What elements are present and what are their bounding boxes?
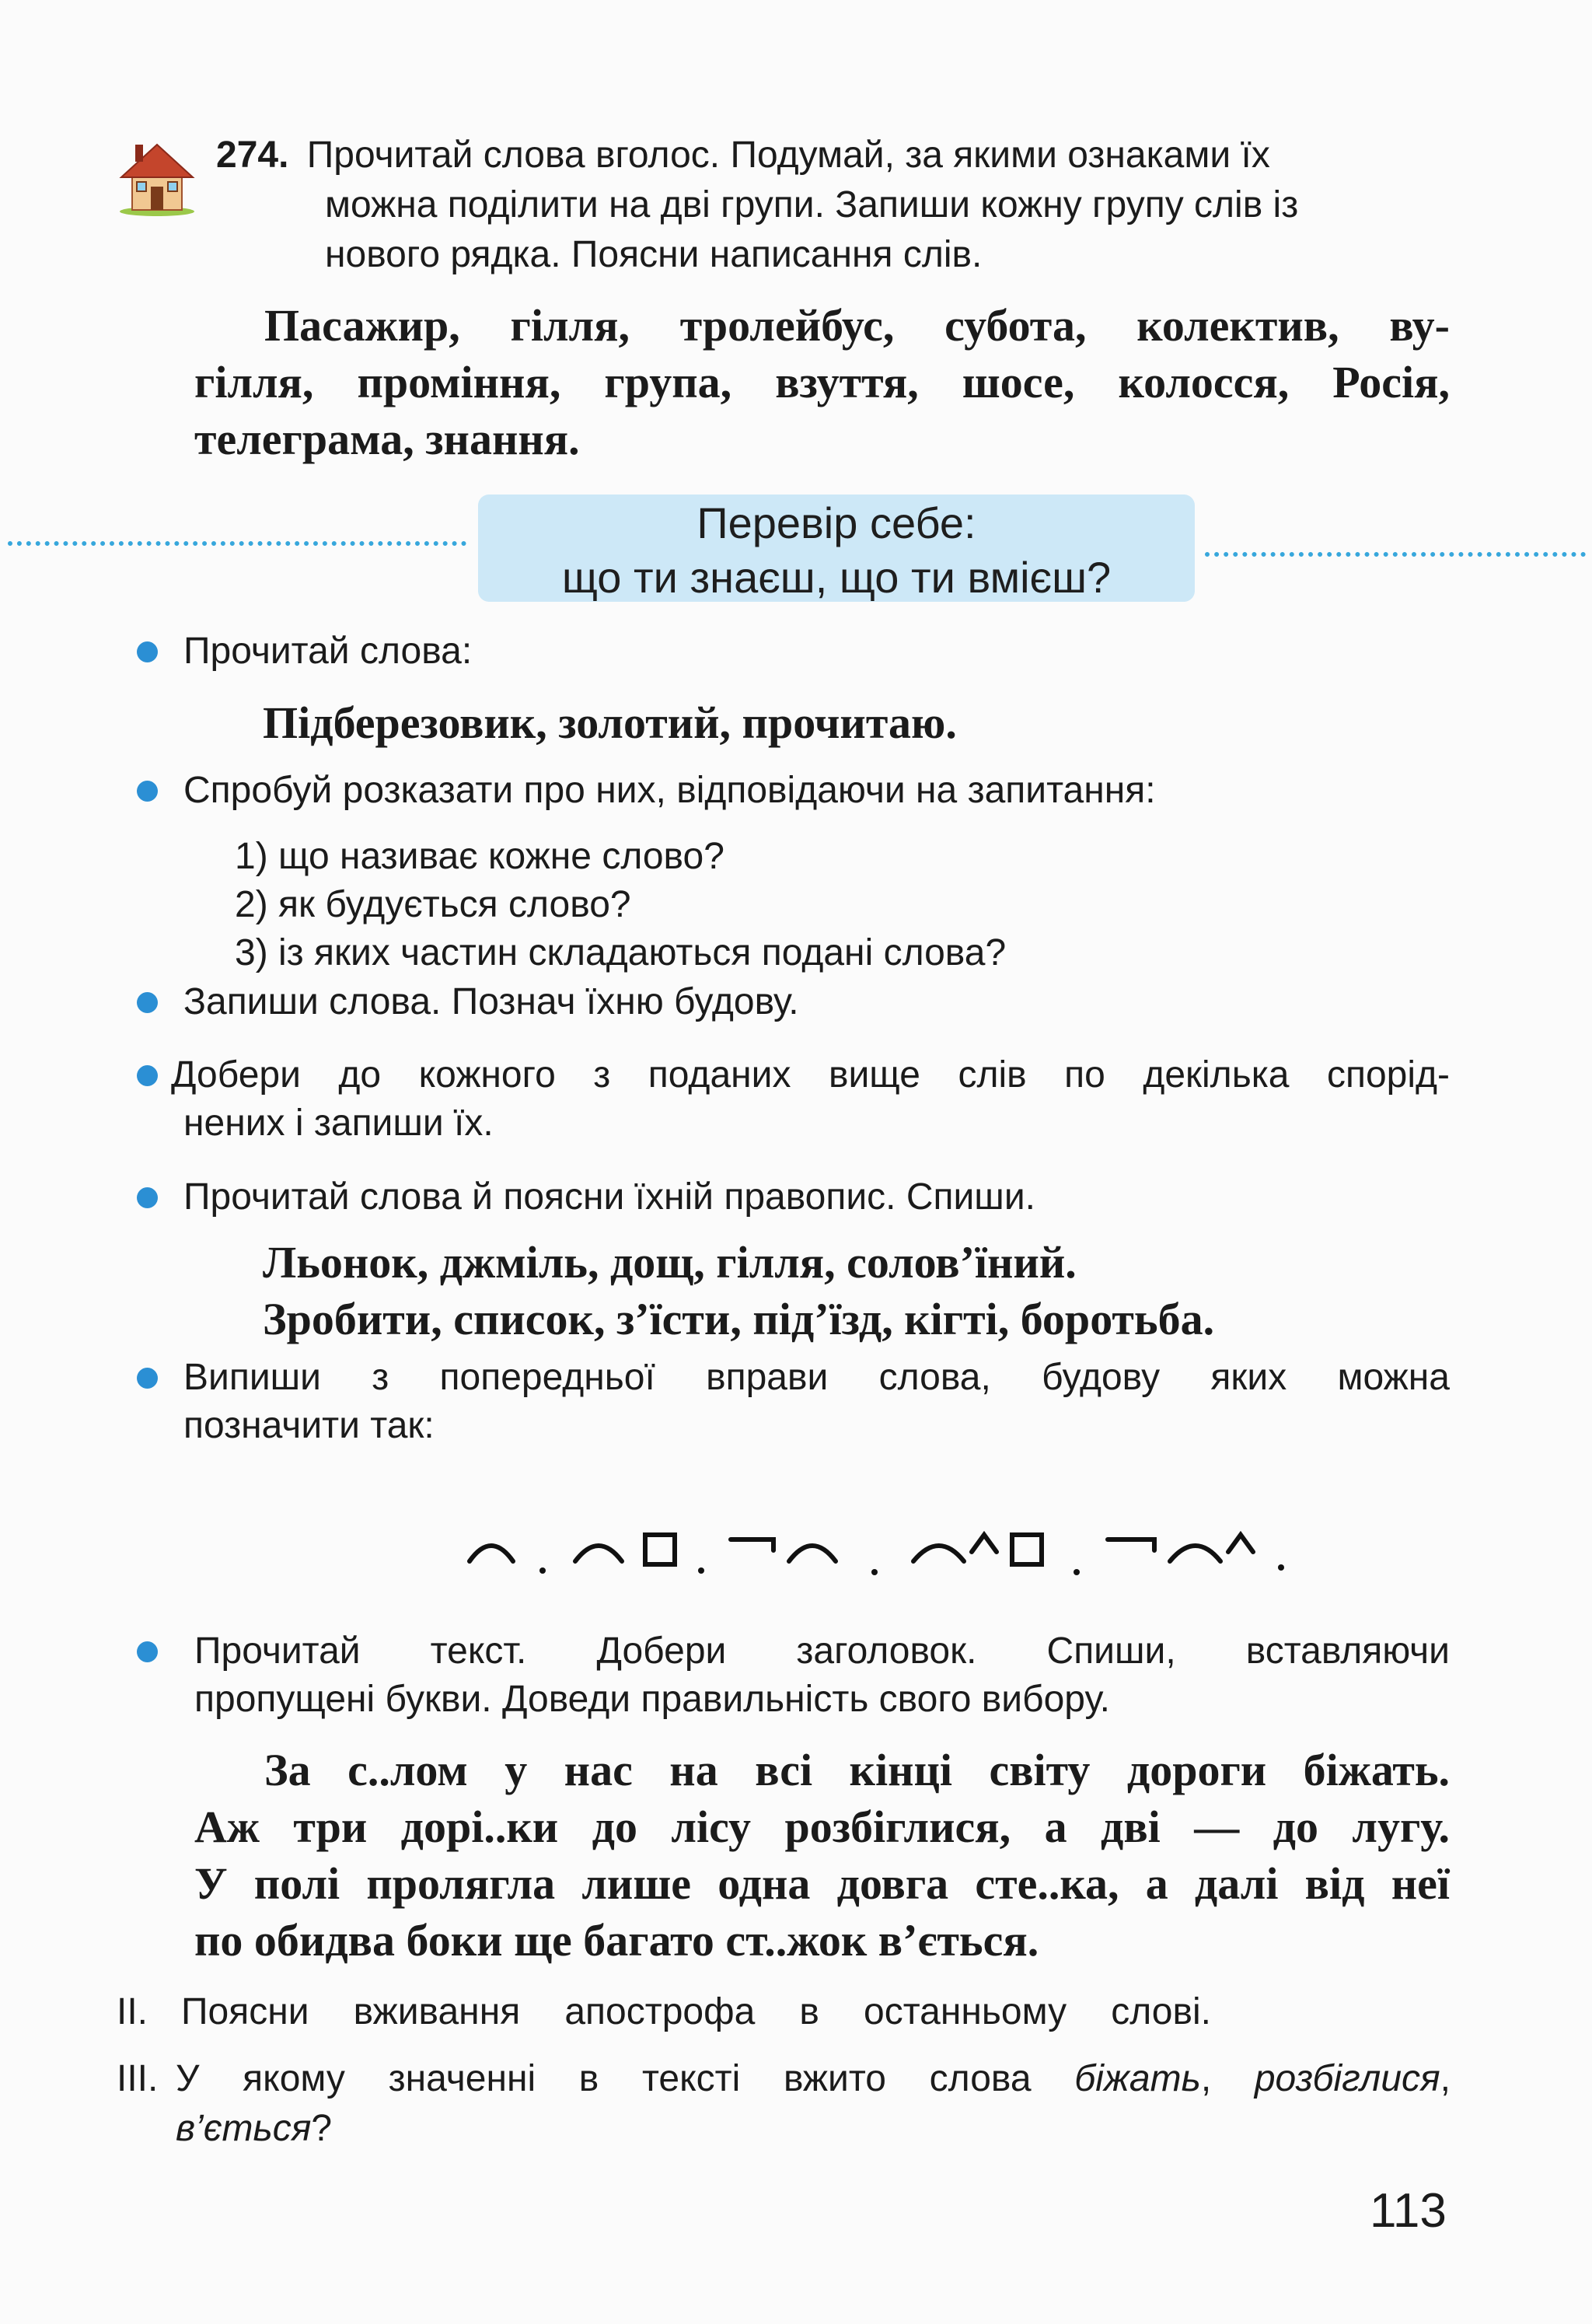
- bullet: [137, 781, 158, 802]
- question-1: 1) що називає кожне слово?: [235, 836, 724, 877]
- task-extract-line1: Випиши з попередньої вправи слова, будову яких можна: [183, 1357, 1450, 1398]
- question-3: 3) із яких частин складаються подані слова?: [235, 932, 1007, 973]
- task-extract-line2: позначити так:: [183, 1405, 435, 1446]
- divider-dots-left: [8, 541, 466, 550]
- suffix-caret-icon: [1228, 1535, 1253, 1552]
- bullet: [137, 1368, 158, 1389]
- task-spelling: Прочитай слова й поясни їхній правопис. Спиши.: [183, 1176, 1035, 1218]
- prefix-mark-icon: [1108, 1539, 1154, 1550]
- root-arc-icon: [1170, 1546, 1220, 1561]
- example-words: Підберезовик, золотий, прочитаю.: [263, 697, 957, 748]
- task-iii-text: У якому значенні в тексті вжито слова біжать, розбіглися,: [176, 2058, 1451, 2099]
- question-2: 2) як будується слово?: [235, 884, 631, 925]
- spelling-words-1: Льонок, джміль, дощ, гілля, солов’їний.: [263, 1237, 1077, 1288]
- house-icon: [115, 134, 199, 218]
- task-read-words: Прочитай слова:: [183, 631, 473, 672]
- task-ii-text: Поясни вживання апострофа в останньому слові.: [181, 1991, 1211, 2032]
- text-paragraph: За с..лом у нас на всі кінці світу дороги біжать. Аж три дорі..ки до лісу розбіглися, а дві — до лугу. У полі пролягла лише одна довга сте..ка, а далі від неї по обидва боки ще багато ст..жок в’ється.: [194, 1745, 1450, 1966]
- ending-square-icon: [1012, 1535, 1042, 1564]
- divider-dots-right: [1205, 552, 1586, 561]
- word-structure-scheme: [459, 1515, 1306, 1585]
- suffix-caret-icon: [972, 1535, 997, 1552]
- exercise-words: Пасажир, гілля, тролейбус, субота, колектив, ву- гілля, проміння, група, взуття, шосе, колосся, Росія, телеграма, знання.: [194, 300, 1450, 464]
- root-arc-icon: [575, 1546, 622, 1561]
- root-arc-icon: [470, 1546, 513, 1561]
- task-text-line2: пропущені букви. Доведи правильність свого вибору.: [194, 1679, 1110, 1720]
- task-text-line1: Прочитай текст. Добери заголовок. Спиши, вставляючи: [194, 1630, 1450, 1672]
- task-iii-text-cont: в’ється?: [176, 2108, 333, 2149]
- task-iii-numeral: III.: [117, 2058, 159, 2099]
- spelling-words-2: Зробити, список, з’їсти, під’їзд, кігті, боротьба.: [263, 1294, 1215, 1344]
- check-yourself-box: Перевір себе: що ти знаєш, що ти вмієш?: [478, 495, 1195, 602]
- prefix-mark-icon: [731, 1539, 773, 1550]
- ending-square-icon: [645, 1535, 675, 1564]
- task-related-line1: Добери до кожного з поданих вище слів по декілька спорід-: [171, 1054, 1450, 1096]
- bullet: [137, 641, 158, 662]
- task-ii-numeral: II.: [117, 1991, 148, 2032]
- bullet: [137, 992, 158, 1013]
- bullet: [137, 1641, 158, 1662]
- task-tell: Спробуй розказати про них, відповідаючи на запитання:: [183, 770, 1156, 811]
- task-write-structure: Запиши слова. Познач їхню будову.: [183, 981, 799, 1022]
- root-arc-icon: [789, 1546, 836, 1561]
- exercise-number: 274.: [216, 135, 289, 176]
- page-number: 113: [1370, 2184, 1447, 2238]
- root-arc-icon: [913, 1546, 964, 1561]
- exercise-instruction: 274. Прочитай слова вголос. Подумай, за якими ознаками їх можна поділити на дві групи. Запиши кожну групу слів із нового рядка. Поясни написання слів.: [216, 135, 1299, 275]
- task-related-line2: нених і запиши їх.: [183, 1103, 494, 1144]
- bullet: [137, 1065, 158, 1086]
- bullet: [137, 1187, 158, 1208]
